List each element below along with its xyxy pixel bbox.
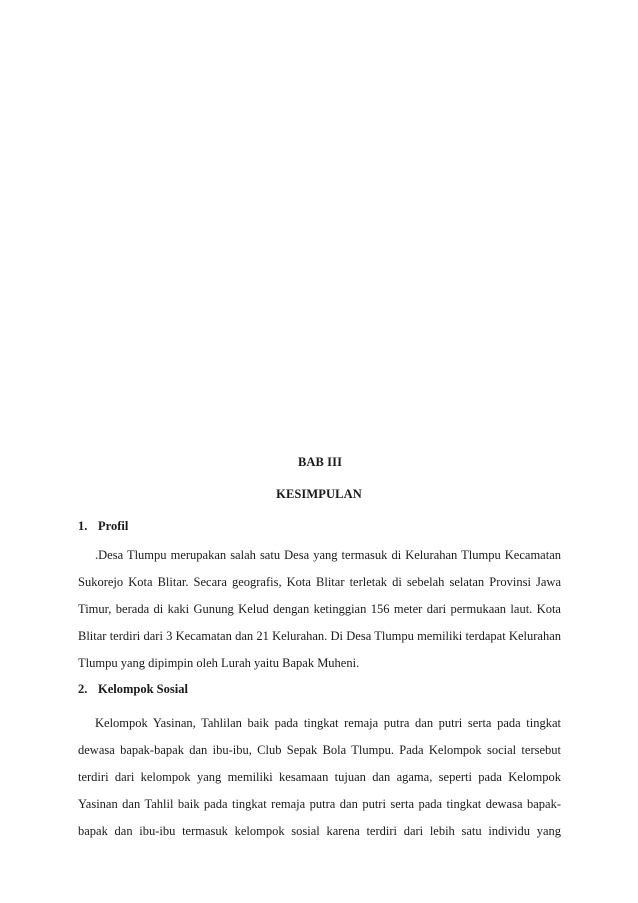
section-heading-kelompok-sosial (78, 682, 188, 697)
section-number: 2. (78, 682, 88, 696)
section-paragraph-profil: .Desa Tlumpu merupakan salah satu Desa yang termasuk di Kelurahan Tlumpu Kecamatan Sukorejo Kota Blitar. Secara geografis, Kota Blitar terletak di sebelah selatan Provinsi Jawa Timur, berada di kaki Gunung Kelud dengan ketinggian 156 meter dari permukaan laut. Kota Blitar terdiri dari 3 Kecamatan dan 21 Kelurahan. Di Desa Tlumpu memiliki terdapat Kelurahan Tlumpu yang dipimpin oleh Lurah yaitu Bapak Muheni. (78, 548, 561, 670)
section-heading-profil (78, 519, 128, 534)
section-paragraph-kelompok-sosial: Kelompok Yasinan, Tahlilan baik pada tingkat remaja putra dan putri serta pada tingkat dewasa bapak-bapak dan ibu-ibu, Club Sepak Bola Tlumpu. Pada Kelompok social tersebut terdiri dari kelompok yang memiliki kesamaan tujuan dan agama, seperti pada Kelompok Yasinan dan Tahlil baik pada tingkat remaja putra dan putri serta pada tingkat dewasa bapak-bapak dan ibu-ibu termasuk kelompok sosial karena terdiri dari lebih satu individu yang (78, 716, 561, 838)
section-title-text: Kelompok Sosial (98, 682, 188, 696)
chapter-number: BAB III (297, 455, 343, 469)
chapter-title: KESIMPULAN (276, 487, 362, 501)
section-number: 1. (78, 519, 88, 533)
section-title-text: Profil (98, 519, 129, 533)
